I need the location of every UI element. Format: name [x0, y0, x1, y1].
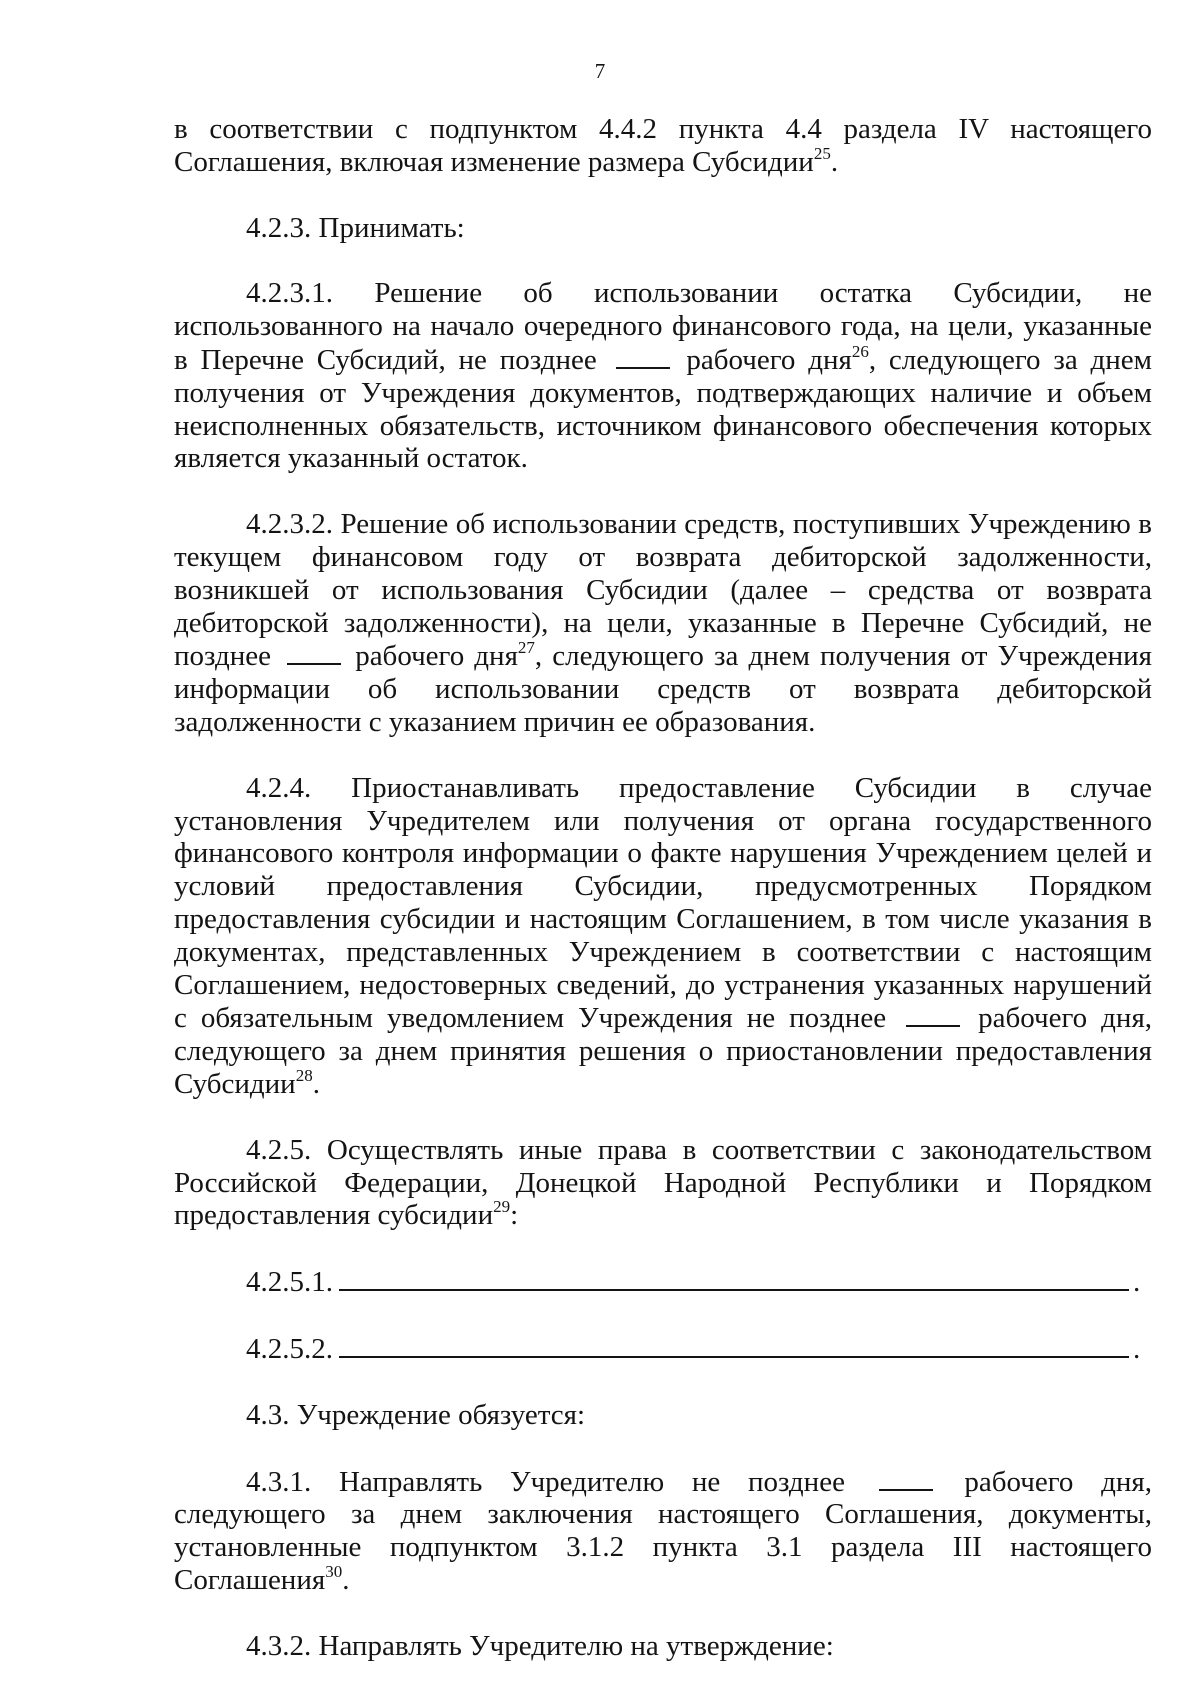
paragraph-end: . [312, 1067, 320, 1100]
paragraph-end: . [342, 1563, 350, 1596]
paragraph-4-2-4 [174, 772, 1152, 1101]
paragraph-text: 4.2.4. Приостанавливать предоставление Субсидии в случае установления Учредителем или получения от органа государственного финансового контроля информации о факте нарушения Учреждением целей и условий предоставления Субсидии, предусмотренных Порядком предоставления субсидии и настоящим Соглашением, в том числе указания в документах, представленных Учреждением в соответствии с настоящим Соглашением, недостоверных сведений, до устранения указанных нарушений с обязательным уведомлением Учреждения не позднее [174, 771, 1152, 1035]
paragraph-text: рабочего дня, следующего за днем заключения настоящего Соглашения, документы, установленные подпунктом 3.1.2 пункта 3.1 раздела III настоящего Соглашения [174, 1465, 1153, 1596]
document-body [174, 113, 1152, 1695]
paragraph-text: 4.2.3. Принимать: [246, 211, 465, 244]
paragraph-4-2-3-1 [174, 277, 1152, 475]
paragraph-text: 4.2.3.1. Решение об использовании остатка Субсидии, не использованного на начало очередного финансового года, на цели, указанные в Перечне Субсидий, не позднее [174, 277, 1152, 376]
paragraph-text: рабочего дня [686, 343, 852, 376]
footnote-ref-25: 25 [813, 143, 831, 163]
paragraph-text: 4.3.2. Направлять Учредителю на утверждение: [246, 1629, 834, 1662]
paragraph-end: : [510, 1199, 519, 1232]
blank-line [906, 1001, 960, 1027]
paragraph-text: , следующего за днем получения от Учреждения документов, подтверждающих наличие и объем неисполненных обязательств, источником финансового обеспечения которых является указанный остаток. [174, 343, 1153, 475]
footnote-ref-28: 28 [295, 1065, 313, 1085]
paragraph-text: в соответствии с подпунктом 4.4.2 пункта 4.4 раздела IV настоящего Соглашения, включая изменение размера Субсидии [174, 113, 1152, 178]
footnote-ref-29: 29 [493, 1197, 511, 1217]
paragraph-text: рабочего дня, следующего за днем принятия решения о приостановлении предоставления Субсидии [174, 1002, 1153, 1100]
blank-line [879, 1465, 933, 1491]
paragraph-text: 4.3. Учреждение обязуется: [246, 1398, 586, 1431]
blank-line [616, 343, 670, 369]
paragraph-text: 4.3.1. Направлять Учредителю не позднее [246, 1465, 845, 1498]
paragraph-text: , следующего за днем получения от Учреждения информации об использовании средств от возврата дебиторской задолженности с указанием причин ее образования. [174, 640, 1153, 738]
paragraph-end: . [830, 145, 839, 178]
paragraph-text: рабочего дня [355, 640, 518, 673]
fill-in-line [339, 1265, 1129, 1291]
fill-in-line [339, 1332, 1129, 1358]
paragraph-4-3-2 [174, 1630, 1152, 1663]
footnote-ref-30: 30 [325, 1561, 343, 1581]
paragraph-4-3-1 [174, 1465, 1152, 1597]
paragraph-4-2-3 [174, 212, 1152, 245]
paragraph-4-2-3-2 [174, 508, 1152, 739]
item-label: 4.2.5.2. [246, 1332, 333, 1365]
paragraph-4-3 [174, 1399, 1152, 1432]
paragraph-text: 4.2.5. Осуществлять иные права в соответствии с законодательством Российской Федерации, Донецкой Народной Республики и Порядком предоставления субсидии [174, 1133, 1152, 1232]
paragraph-4-2-5-2 [174, 1332, 1152, 1366]
paragraph-text: 4.2.3.2. Решение об использовании средств, поступивших Учреждению в текущем финансовом году от возврата дебиторской задолженности, возникшей от использования Субсидии (далее – средства от возврата дебиторской задолженности), на цели, указанные в Перечне Субсидий, не позднее [174, 508, 1152, 673]
paragraph-end: . [1133, 1332, 1141, 1365]
paragraph-end: . [1133, 1266, 1141, 1299]
page-number: 7 [594, 59, 606, 83]
footnote-ref-26: 26 [851, 341, 869, 361]
paragraph-4-2-5 [174, 1134, 1152, 1232]
footnote-ref-27: 27 [517, 638, 535, 658]
blank-line [287, 639, 341, 665]
paragraph-continuation [174, 113, 1152, 179]
paragraph-4-2-5-1 [174, 1265, 1152, 1299]
item-label: 4.2.5.1. [246, 1266, 333, 1299]
